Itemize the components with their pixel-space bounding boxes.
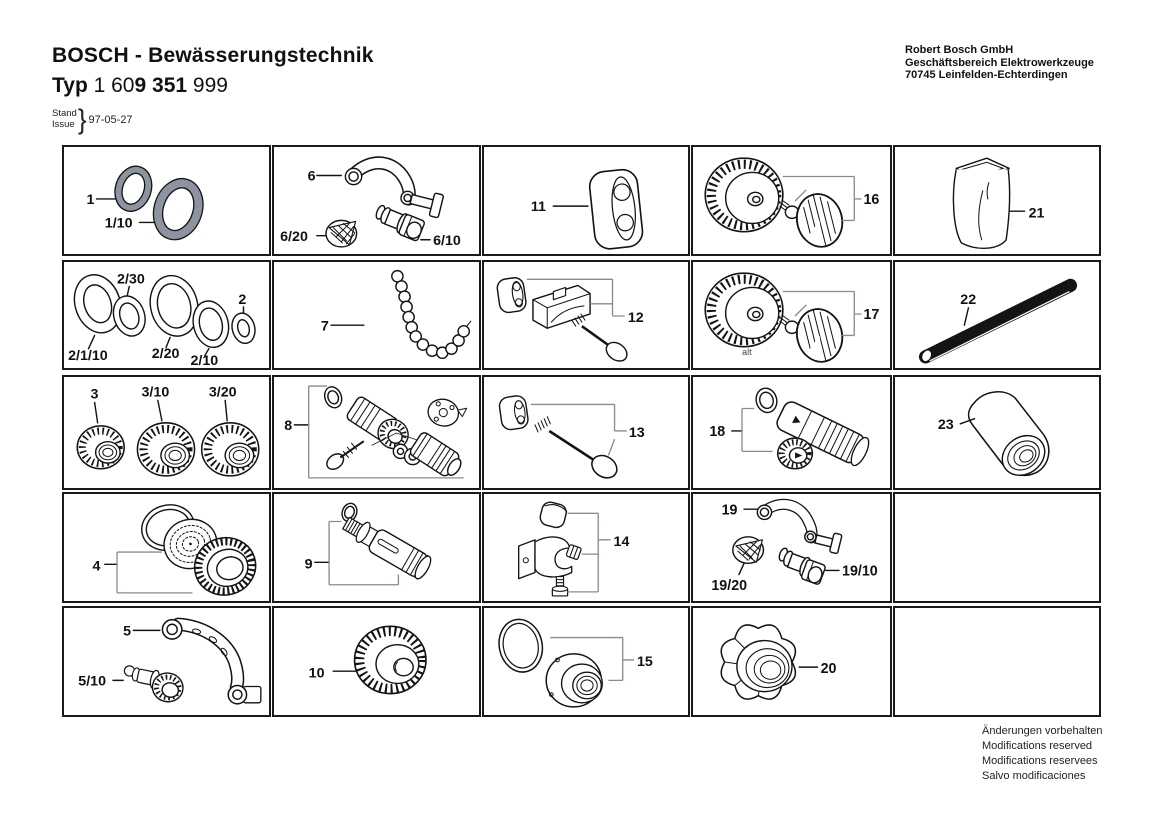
brace-glyph: } — [77, 103, 87, 135]
part-label: 9 — [304, 556, 313, 573]
drawing-bushing-set — [484, 608, 688, 715]
part-label: 1 — [86, 192, 95, 209]
collection-bag — [953, 158, 1009, 248]
part-label: 2/10 — [190, 352, 219, 368]
cell-part-17 — [691, 260, 892, 370]
cell-part-15 — [482, 606, 690, 717]
cell-part-8 — [272, 375, 481, 490]
cap-nut — [137, 423, 194, 476]
modifications-note — [982, 724, 1102, 784]
o-ring — [322, 384, 345, 410]
part-label: 6 — [307, 168, 316, 185]
cell-part-11 — [482, 145, 690, 256]
small-block — [496, 277, 527, 314]
connector-nozzle — [774, 547, 826, 585]
hatched-disc — [791, 304, 847, 366]
drawing-cone-sleeve — [895, 377, 1099, 488]
threaded-connector — [409, 431, 466, 481]
long-screw — [535, 417, 621, 483]
cell-part-13 — [482, 375, 690, 490]
part-label: 6/20 — [280, 228, 308, 245]
drawing-ball-chain — [274, 262, 479, 368]
knurled-knob — [778, 438, 813, 469]
empty-cell — [895, 494, 1099, 601]
washer — [229, 311, 258, 346]
cell-part-23 — [893, 375, 1101, 490]
flanged-bushing — [546, 654, 602, 707]
part-label: 20 — [820, 661, 837, 678]
drawing-housing-block — [484, 147, 688, 254]
part-label: 3/20 — [208, 384, 237, 401]
stand-label: Stand — [52, 108, 77, 119]
screw — [552, 577, 567, 596]
issue-date-block — [52, 104, 133, 135]
screw — [324, 441, 364, 472]
drawing-knob — [274, 608, 479, 715]
drawing-sealing-rings — [64, 147, 269, 254]
drawing-scalloped-nut — [693, 608, 890, 715]
drawing-wheel-set — [693, 147, 890, 254]
drawing-lever-assembly — [274, 147, 479, 254]
cap-nut — [202, 423, 259, 476]
scalloped-nut — [721, 625, 795, 699]
o-ring — [494, 615, 547, 676]
part-label: 1/10 — [104, 215, 133, 232]
part-label: 2/30 — [117, 271, 145, 288]
note-en: Modifications reserved — [982, 740, 1093, 752]
o-ring-large — [146, 172, 211, 246]
drawing-membrane-set — [64, 494, 269, 601]
part-label: 22 — [960, 291, 977, 308]
part-label: 3 — [90, 386, 99, 403]
part-label: 14 — [613, 533, 630, 550]
cell-part-4 — [62, 492, 271, 603]
part-label: 2/1/10 — [68, 347, 108, 364]
connector-nozzle — [372, 203, 425, 241]
company-name: Robert Bosch GmbH — [905, 44, 1014, 56]
o-ring — [753, 386, 779, 415]
part-label: 10 — [308, 665, 325, 682]
drawing-crank-set — [64, 608, 269, 715]
part-label: 17 — [863, 307, 880, 324]
part-label: 2/20 — [151, 345, 180, 362]
issue-label: Issue — [52, 118, 75, 130]
part-label: 8 — [284, 417, 293, 434]
note-es: Salvo modificaciones — [982, 770, 1086, 782]
part-label: 3/10 — [141, 384, 170, 401]
cell-part-10 — [272, 606, 481, 717]
drawing-cap-nuts — [64, 377, 269, 488]
cell-part-18 — [691, 375, 892, 490]
cone-sleeve — [969, 392, 1053, 484]
lever-arm — [757, 504, 842, 553]
cap-nut — [77, 426, 124, 469]
spindle-shaft — [340, 512, 434, 581]
screw — [572, 314, 631, 365]
wall-bracket — [519, 537, 582, 579]
cell-part-22 — [893, 260, 1101, 370]
type-number: Typ 1 609 351 999 — [52, 74, 228, 97]
spray-plate — [425, 396, 467, 431]
drawing-tube — [895, 262, 1099, 368]
part-label: 4 — [92, 558, 101, 575]
cell-part-19 — [691, 492, 892, 603]
cell-part-12 — [482, 260, 690, 370]
part-label: 2 — [238, 291, 247, 308]
ball-chain — [392, 271, 471, 359]
part-label: 18 — [709, 424, 726, 441]
part-label: 19/10 — [842, 563, 878, 580]
drawing-washer-set — [64, 262, 269, 368]
page-title: BOSCH - Bewässerungstechnik — [52, 44, 374, 67]
note-de: Änderungen vorbehalten — [982, 725, 1103, 737]
part-label: 13 — [628, 425, 645, 442]
cell-empty — [893, 492, 1101, 603]
note-fr: Modifications reservees — [982, 755, 1098, 767]
cap — [539, 501, 568, 530]
part-label: 15 — [637, 654, 653, 671]
typ-label: Typ — [52, 74, 88, 97]
part-label: 21 — [1028, 205, 1045, 222]
cell-part-1 — [62, 145, 271, 256]
cell-part-6 — [272, 145, 481, 256]
part-label: 11 — [530, 199, 547, 216]
cell-part-20 — [691, 606, 892, 717]
part-label: 6/10 — [433, 232, 461, 249]
cell-empty — [893, 606, 1101, 717]
drawing-valve-assembly — [274, 377, 479, 488]
company-city: 70745 Leinfelden-Echterdingen — [905, 69, 1068, 81]
cell-part-7 — [272, 260, 481, 370]
part-label: 19/20 — [711, 577, 748, 594]
drawing-holder-set — [484, 494, 688, 601]
filter-cone — [326, 220, 357, 247]
filter-cone — [733, 537, 764, 564]
part-label: 19 — [721, 502, 738, 519]
o-ring-small — [109, 161, 157, 216]
part-label: 23 — [937, 416, 954, 433]
rubber-tube — [920, 285, 1071, 363]
housing-block — [588, 168, 644, 250]
drawing-spindle — [274, 494, 479, 601]
part-label: 12 — [627, 310, 644, 327]
drawing-clamp-assembly — [484, 262, 688, 368]
cell-part-3 — [62, 375, 271, 490]
knurled-knob — [355, 626, 426, 693]
part-label: 5 — [123, 623, 132, 640]
small-block — [498, 395, 529, 431]
alt-note: alt — [741, 346, 752, 357]
cell-part-21 — [893, 145, 1101, 256]
part-label: 16 — [863, 192, 880, 209]
drawing-lever-assembly-2 — [693, 494, 890, 601]
lever-arm — [345, 163, 443, 218]
cell-part-2 — [62, 260, 271, 370]
part-label: 5/10 — [78, 673, 107, 690]
hatched-disc — [791, 189, 847, 251]
drawing-bag — [895, 147, 1099, 254]
drawing-block-screw — [484, 377, 688, 488]
drawing-wheel-set-alt — [693, 262, 890, 368]
cell-part-5 — [62, 606, 271, 717]
cell-part-16 — [691, 145, 892, 256]
knurled-wheel — [705, 273, 783, 346]
issue-date: 97-05-27 — [88, 113, 133, 126]
empty-cell — [895, 608, 1099, 715]
company-division: Geschäftsbereich Elektrowerkzeuge — [905, 56, 1094, 69]
drawing-t-connector — [693, 377, 890, 488]
part-label: 7 — [320, 318, 329, 335]
cell-part-9 — [272, 492, 481, 603]
knurled-wheel — [705, 158, 783, 231]
knurled-connector — [120, 664, 186, 705]
company-address — [905, 44, 1094, 82]
cell-part-14 — [482, 492, 690, 603]
